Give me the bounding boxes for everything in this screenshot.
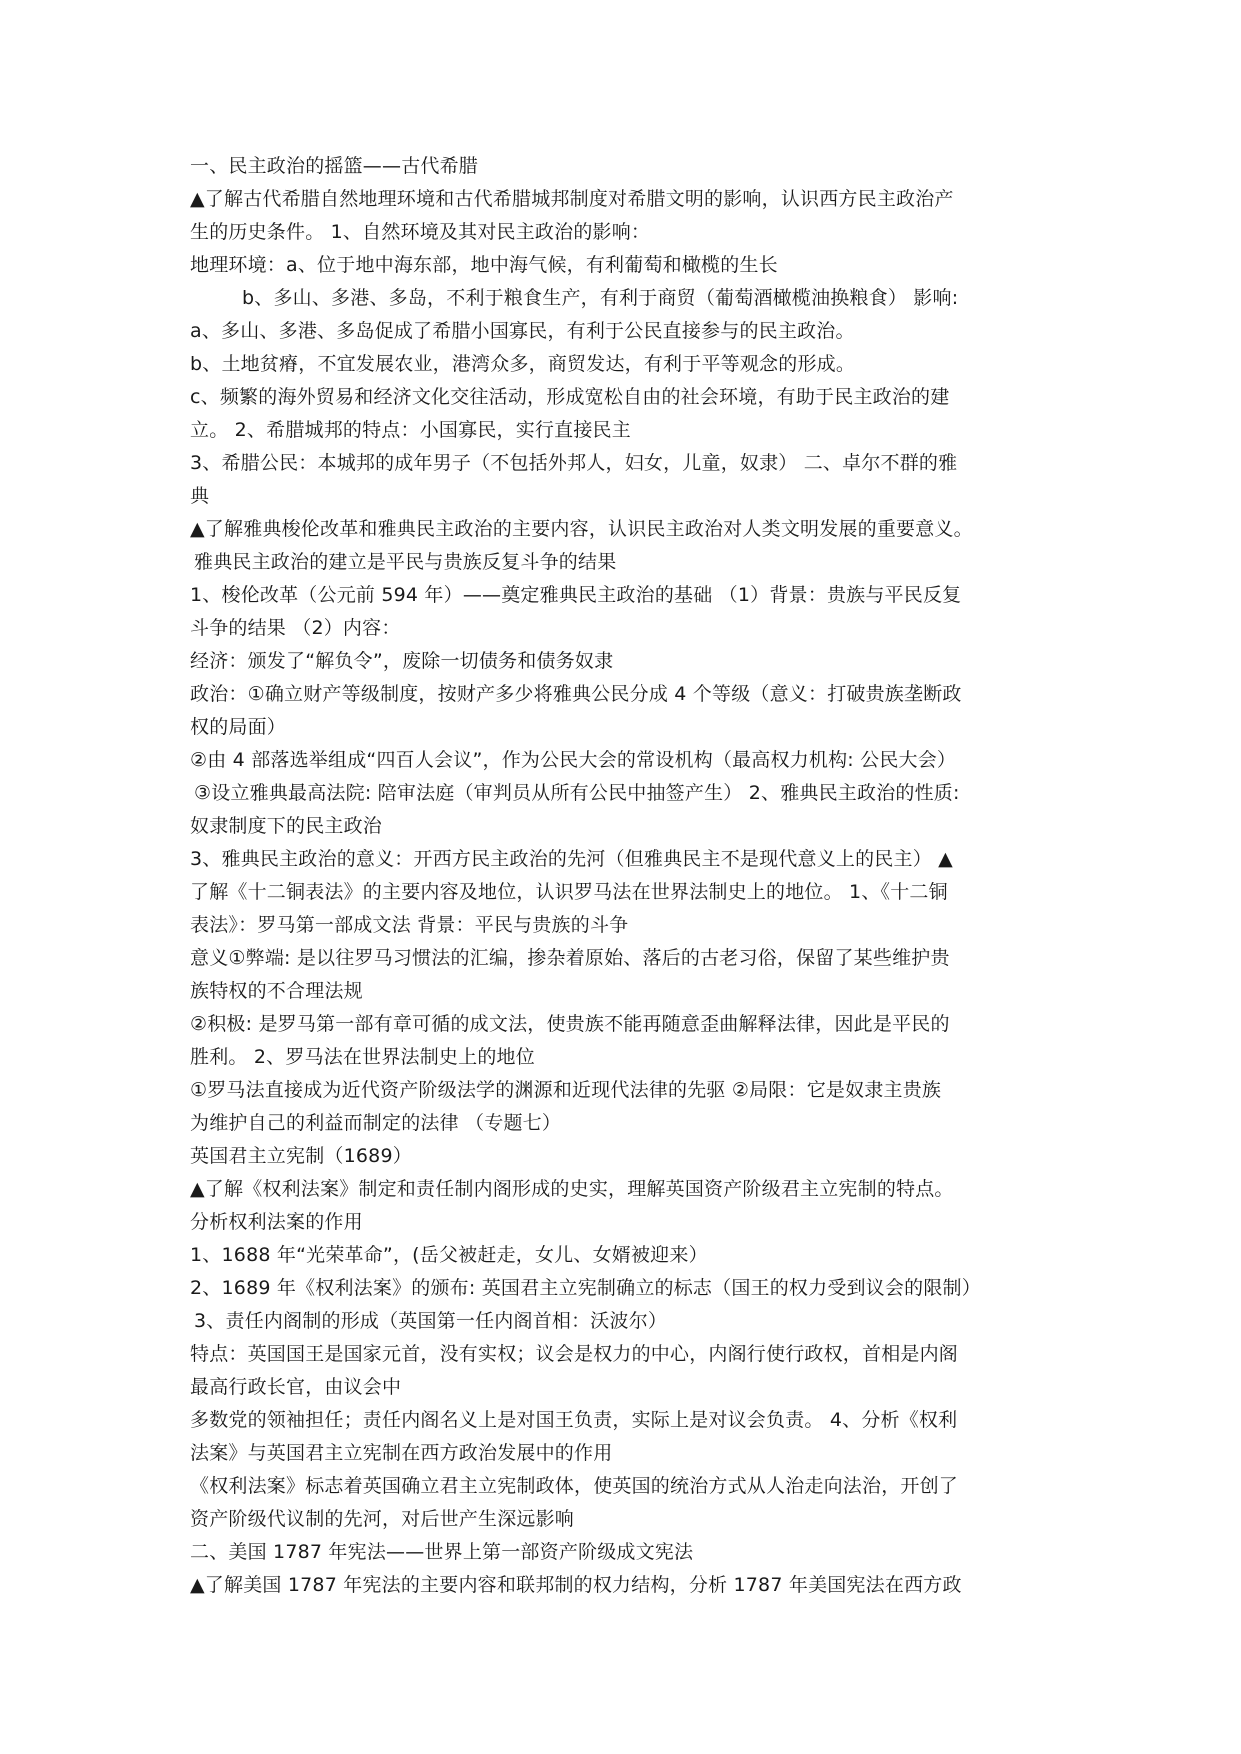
text-line: 典 [190,485,210,507]
text-line: b、土地贫瘠，不宜发展农业，港湾众多，商贸发达，有利于平等观念的形成。 [190,353,856,375]
text-line: ▲了解古代希腊自然地理环境和古代希腊城邦制度对希腊文明的影响，认识西方民主政治产 [190,188,954,210]
heading-us-constitution: 二、美国 1787 年宪法——世界上第一部资产阶级成文宪法 [190,1541,694,1563]
text-line: 奴隶制度下的民主政治 [190,815,383,837]
text-line: 权的局面） [190,716,287,738]
text-line: ▲了解《权利法案》制定和责任制内阁形成的史实，理解英国资产阶级君主立宪制的特点。 [190,1178,954,1200]
heading-greece: 一、民主政治的摇篮——古代希腊 [190,155,479,177]
text-line: 2、1689 年《权利法案》的颁布: 英国君主立宪制确立的标志（国王的权力受到议会的限制） [190,1277,981,1299]
text-line: ①罗马法直接成为近代资产阶级法学的渊源和近现代法律的先驱 ②局限：它是奴隶主贵族 [190,1079,942,1101]
text-line: ▲了解雅典梭伦改革和雅典民主政治的主要内容，认识民主政治对人类文明发展的重要意义。 [190,518,973,540]
text-line: 3、责任内阁制的形成（英国第一任内阁首相：沃波尔） [194,1310,668,1332]
text-line: 特点：英国国王是国家元首，没有实权；议会是权力的中心，内阁行使行政权，首相是内阁 [190,1343,959,1365]
text-line: 多数党的领袖担任；责任内阁名义上是对国王负责，实际上是对议会负责。 4、分析《权利 [190,1409,958,1431]
text-line: 胜利。 2、罗马法在世界法制史上的地位 [190,1046,535,1068]
text-line: 1、梭伦改革（公元前 594 年）——奠定雅典民主政治的基础 （1）背景：贵族与平民反复 [190,584,962,606]
text-line: 斗争的结果 （2）内容： [190,617,401,639]
document-body [190,150,1070,1602]
text-line: 雅典民主政治的建立是平民与贵族反复斗争的结果 [194,551,617,573]
text-line: 法案》与英国君主立宪制在西方政治发展中的作用 [190,1442,613,1464]
text-line: 族特权的不合理法规 [190,980,363,1002]
text-line: 3、雅典民主政治的意义：开西方民主政治的先河（但雅典民主不是现代意义上的民主） ▲ [190,848,953,870]
text-line: 地理环境：a、位于地中海东部，地中海气候，有利葡萄和橄榄的生长 [190,254,778,276]
text-line: 3、希腊公民：本城邦的成年男子（不包括外邦人，妇女，儿童，奴隶） 二、卓尔不群的雅 [190,452,958,474]
text-line: ②积极: 是罗马第一部有章可循的成文法，使贵族不能再随意歪曲解释法律，因此是平民的 [190,1013,950,1035]
text-line: 1、1688 年“光荣革命”，(岳父被赶走，女儿、女婿被迎来） [190,1244,708,1266]
text-line: 意义①弊端: 是以往罗马习惯法的汇编，掺杂着原始、落后的古老习俗，保留了某些维护贵 [190,947,950,969]
text-line: 了解《十二铜表法》的主要内容及地位，认识罗马法在世界法制史上的地位。 1、《十二铜 [190,881,948,903]
text-line: ③设立雅典最高法院: 陪审法庭（审判员从所有公民中抽签产生） 2、雅典民主政治的性质: [194,782,960,804]
text-line: 生的历史条件。 1、自然环境及其对民主政治的影响： [190,221,651,243]
text-line: 为维护自己的利益而制定的法律 （专题七） [190,1112,562,1134]
text-line: c、频繁的海外贸易和经济文化交往活动，形成宽松自由的社会环境，有助于民主政治的建 [190,386,950,408]
heading-uk: 英国君主立宪制（1689） [190,1145,412,1167]
text-line: 立。 2、希腊城邦的特点：小国寡民，实行直接民主 [190,419,631,441]
text-line: b、多山、多港、多岛，不利于粮食生产，有利于商贸（葡萄酒橄榄油换粮食） 影响: [242,287,959,309]
text-line: ②由 4 部落选举组成“四百人会议”，作为公民大会的常设机构（最高权力机构: 公民大会） [190,749,957,771]
text-line: 资产阶级代议制的先河，对后世产生深远影响 [190,1508,575,1530]
text-line: 政治：①确立财产等级制度，按财产多少将雅典公民分成 4 个等级（意义：打破贵族垄断政 [190,683,962,705]
text-line: a、多山、多港、多岛促成了希腊小国寡民，有利于公民直接参与的民主政治。 [190,320,855,342]
text-line: 最高行政长官，由议会中 [190,1376,402,1398]
text-line: 表法》：罗马第一部成文法 背景：平民与贵族的斗争 [190,914,629,936]
text-line: ▲了解美国 1787 年宪法的主要内容和联邦制的权力结构，分析 1787 年美国宪法在西方政 [190,1574,962,1596]
text-line: 经济：颁发了“解负令”，废除一切债务和债务奴隶 [190,650,614,672]
text-line: 分析权利法案的作用 [190,1211,363,1233]
text-line: 《权利法案》标志着英国确立君主立宪制政体，使英国的统治方式从人治走向法治，开创了 [190,1475,959,1497]
